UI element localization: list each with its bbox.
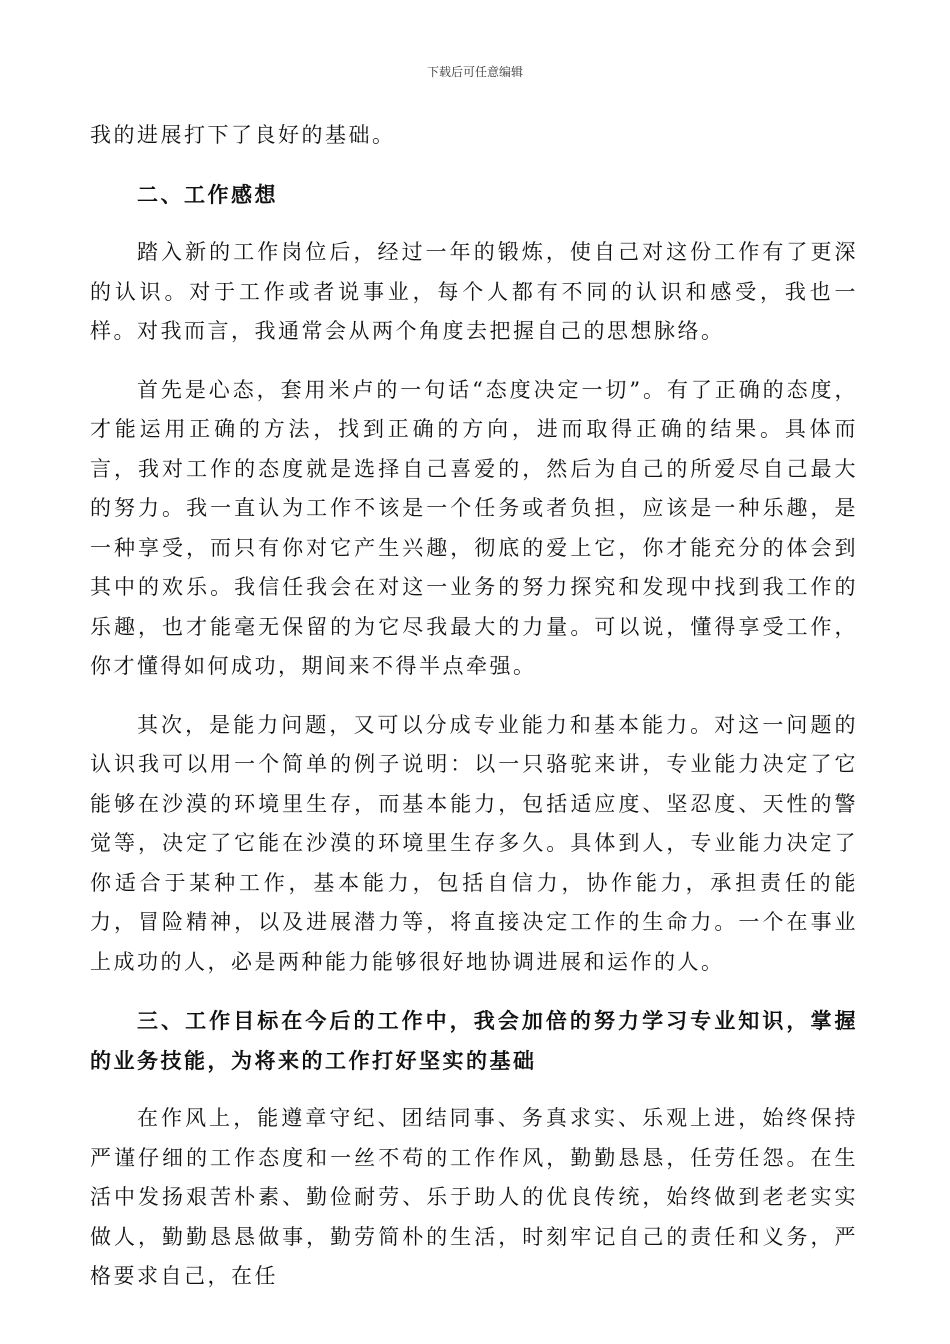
paragraph-work-understanding: 踏入新的工作岗位后，经过一年的锻炼，使自己对这份工作有了更深的认识。对于工作或者说事业，每个人都有不同的认识和感受，我也一样。对我而言，我通常会从两个角度去把握自己的思想脉络。 xyxy=(90,240,858,343)
section-heading-work-goals: 三、工作目标在今后的工作中，我会加倍的努力学习专业知识，掌握的业务技能，为将来的工作打好坚实的基础 xyxy=(90,1008,858,1073)
section-heading-work-reflections: 二、工作感想 xyxy=(137,181,278,207)
paragraph-continuation: 我的进展打下了良好的基础。 xyxy=(90,123,396,147)
paragraph-attitude: 首先是心态，套用米卢的一句话“态度决定一切”。有了正确的态度，才能运用正确的方法，找到正确的方向，进而取得正确的结果。具体而言，我对工作的态度就是选择自己喜爱的，然后为自己的所爱尽自己最大的努力。我一直认为工作不该是一个任务或者负担，应该是一种乐趣，是一种享受，而只有你对它产生兴趣，彻底的爱上它，你才能充分的体会到其中的欢乐。我信任我会在对这一业务的努力探究和发现中找到我工作的乐趣，也才能毫无保留的为它尽我最大的力量。可以说，懂得享受工作，你才懂得如何成功，期间来不得半点牵强。 xyxy=(90,377,858,678)
document-body xyxy=(90,116,858,1316)
paragraph-ability: 其次，是能力问题，又可以分成专业能力和基本能力。对这一问题的认识我可以用一个简单的例子说明：以一只骆驼来讲，专业能力决定了它能够在沙漠的环境里生存，而基本能力，包括适应度、坚忍度、天性的警觉等，决定了它能在沙漠的环境里生存多久。具体到人，专业能力决定了你适合于某种工作，基本能力，包括自信力，协作能力，承担责任的能力，冒险精神，以及进展潜力等，将直接决定工作的生命力。一个在事业上成功的人，必是两种能力能够很好地协调进展和运作的人。 xyxy=(90,712,858,974)
page-header: 下载后可任意编辑 xyxy=(426,65,523,79)
paragraph-work-style: 在作风上，能遵章守纪、团结同事、务真求实、乐观上进，始终保持严谨仔细的工作态度和一丝不苟的工作作风，勤勤恳恳，任劳任怨。在生活中发扬艰苦朴素、勤俭耐劳、乐于助人的优良传统，始终做到老老实实做人，勤勤恳恳做事，勤劳简朴的生活，时刻牢记自己的责任和义务，严格要求自己，在任 xyxy=(90,1106,858,1288)
